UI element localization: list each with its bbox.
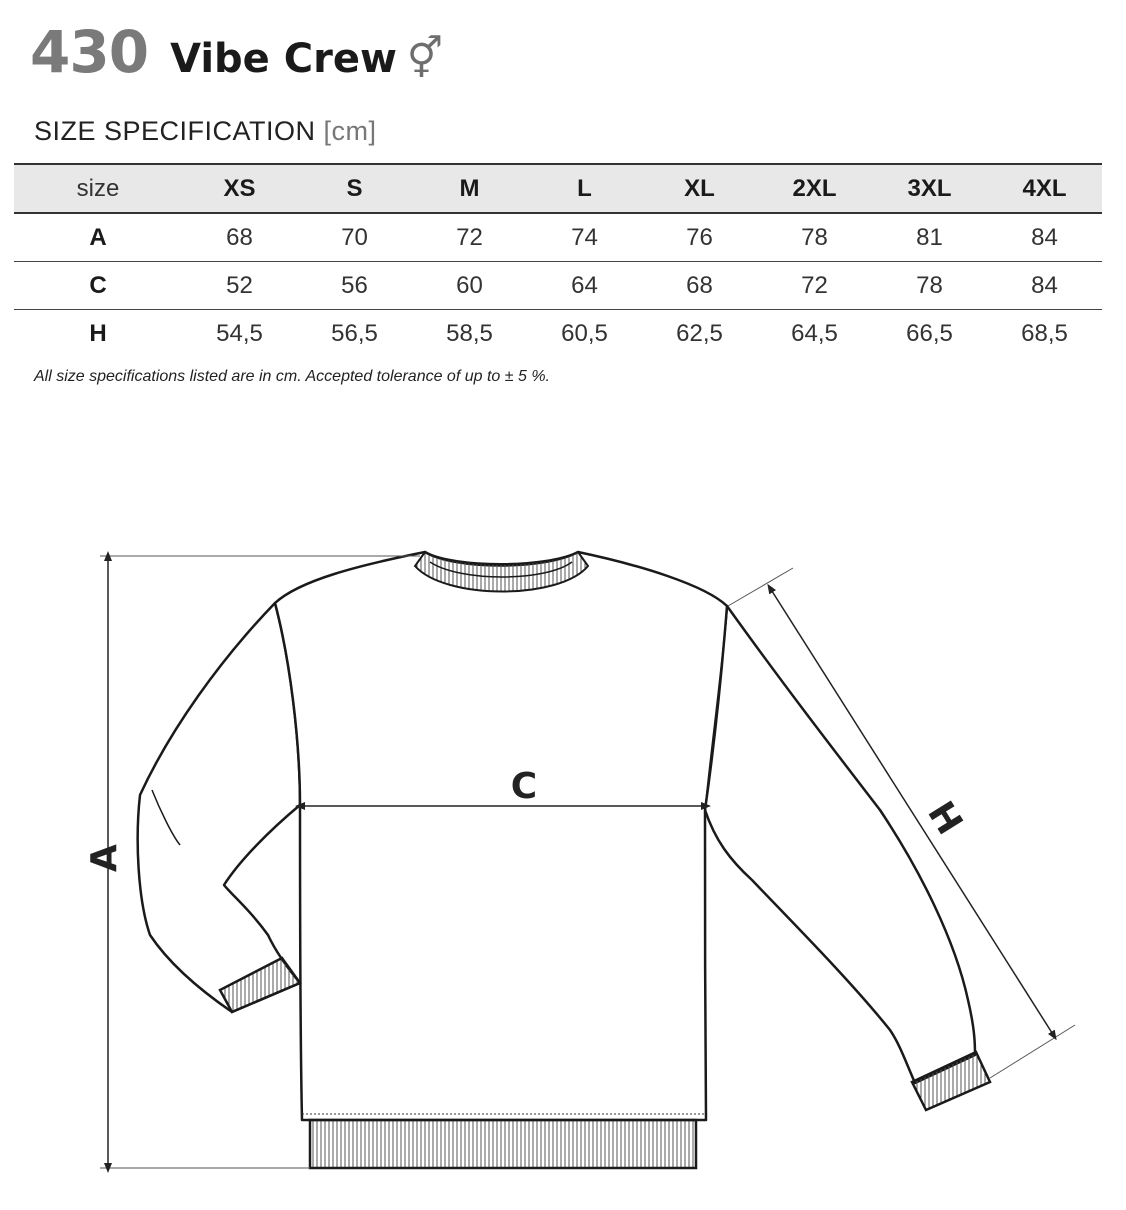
torso	[275, 552, 727, 1120]
column-header: 3XL	[872, 164, 987, 213]
unisex-icon: ⚥	[406, 36, 444, 82]
table-cell: 62,5	[676, 319, 723, 347]
column-header: S	[297, 164, 412, 213]
column-header: M	[412, 164, 527, 213]
size-spec-title-text: SIZE SPECIFICATION	[34, 116, 316, 146]
sweatshirt-outline	[138, 552, 975, 1120]
table-cell: 58,5	[446, 319, 493, 347]
table-cell: 52	[182, 262, 297, 310]
table-cell: 72	[757, 262, 872, 310]
table-cell: 68,5	[1021, 319, 1068, 347]
column-header: XS	[182, 164, 297, 213]
table-cell: 84	[987, 213, 1102, 262]
row-label: H	[89, 319, 107, 347]
table-cell: 78	[872, 262, 987, 310]
product-code: 430	[30, 18, 149, 86]
label-h: H	[919, 794, 970, 842]
product-name: Vibe Crew	[170, 36, 397, 82]
label-c: C	[510, 766, 538, 807]
table-cell: 68	[182, 213, 297, 262]
table-cell: 81	[872, 213, 987, 262]
column-header: size	[14, 164, 182, 213]
table-cell: 60,5	[561, 319, 608, 347]
table-cell: 56	[297, 262, 412, 310]
column-header: XL	[642, 164, 757, 213]
column-header: 2XL	[757, 164, 872, 213]
table-cell: 74	[527, 213, 642, 262]
size-spec-unit: [cm]	[323, 116, 377, 146]
row-label: A	[14, 213, 182, 262]
table-cell: 64,5	[791, 319, 838, 347]
table-cell: 68	[642, 262, 757, 310]
column-header: L	[527, 164, 642, 213]
table-cell: 84	[987, 262, 1102, 310]
table-cell: 60	[412, 262, 527, 310]
table-cell: 78	[757, 213, 872, 262]
left-sleeve	[138, 603, 300, 1012]
table-cell: 72	[412, 213, 527, 262]
hem-rib	[310, 1120, 696, 1168]
right-sleeve	[705, 606, 975, 1083]
table-cell: 64	[527, 262, 642, 310]
table-cell: 66,5	[906, 319, 953, 347]
table-cell: 56,5	[331, 319, 378, 347]
tolerance-note: All size specifications listed are in cm. Accepted tolerance of up to ± 5 %.	[34, 368, 550, 385]
table-cell: 76	[642, 213, 757, 262]
label-a: A	[84, 844, 125, 872]
table-cell: 54,5	[216, 319, 263, 347]
table-cell: 70	[297, 213, 412, 262]
row-label: C	[14, 262, 182, 310]
column-header: 4XL	[987, 164, 1102, 213]
